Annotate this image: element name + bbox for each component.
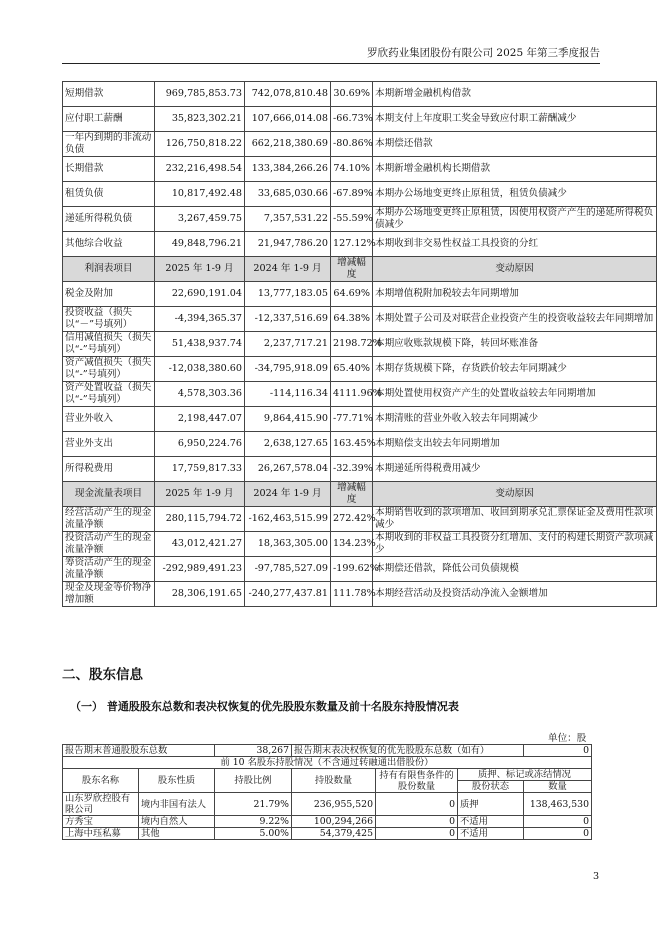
prior-value-cell: 133,384,266.26 xyxy=(245,157,331,182)
unit-label: 单位：股 xyxy=(548,733,587,744)
profit-row xyxy=(63,307,657,332)
change-reason-cell: 本期支付上年度职工奖金导致应付职工薪酬减少 xyxy=(373,107,657,132)
change-reason-cell: 本期偿还借款，降低公司负债规模 xyxy=(373,557,657,582)
current-value-cell: -12,038,380.60 xyxy=(155,357,245,382)
item-name-cell: 投资收益（损失以“－”号填列） xyxy=(63,307,155,332)
prior-value-cell: 2,237,717.21 xyxy=(245,332,331,357)
profit-header-row xyxy=(63,257,657,282)
balance-row xyxy=(63,157,657,182)
restricted-qty-cell: 0 xyxy=(376,828,458,840)
change-reason-cell: 本期偿还借款 xyxy=(373,132,657,157)
prior-value-cell: 2,638,127.65 xyxy=(245,432,331,457)
change-rate-cell: -66.73% xyxy=(331,107,373,132)
prior-value-cell: -114,116.34 xyxy=(245,382,331,407)
item-name-cell: 筹资活动产生的现金流量净额 xyxy=(63,557,155,582)
current-value-cell: 28,306,191.65 xyxy=(155,582,245,607)
page-number: 3 xyxy=(593,871,600,882)
change-reason-cell: 本期应收账款规模下降，转回坏账准备 xyxy=(373,332,657,357)
prior-value-cell: 9,864,415.90 xyxy=(245,407,331,432)
balance-row xyxy=(63,82,657,107)
prior-value-cell: -34,795,918.09 xyxy=(245,357,331,382)
prior-value-cell: 742,078,810.48 xyxy=(245,82,331,107)
pledge-count-cell: 0 xyxy=(524,816,592,828)
col-header-name: 股东名称 xyxy=(63,769,139,793)
change-rate-cell: 64.38% xyxy=(331,307,373,332)
change-rate-cell: -55.59% xyxy=(331,207,373,232)
shareholder-nature-cell: 境内自然人 xyxy=(139,816,215,828)
change-rate-cell: -199.62% xyxy=(331,557,373,582)
item-name-cell: 营业外收入 xyxy=(63,407,155,432)
report-header-title: 罗欣药业集团股份有限公司 2025 年第三季度报告 xyxy=(367,47,600,59)
header-reason-cell: 变动原因 xyxy=(373,482,657,507)
prior-value-cell: 107,666,014.08 xyxy=(245,107,331,132)
balance-row xyxy=(63,207,657,232)
profit-row xyxy=(63,457,657,482)
change-rate-cell: 2198.72% xyxy=(331,332,373,357)
current-value-cell: 49,848,796.21 xyxy=(155,232,245,257)
current-value-cell: 2,198,447.07 xyxy=(155,407,245,432)
change-rate-cell: -77.71% xyxy=(331,407,373,432)
shareholder-row xyxy=(63,793,592,816)
current-value-cell: 6,950,224.76 xyxy=(155,432,245,457)
preferred-shareholders-value: 0 xyxy=(524,745,592,757)
shareholder-row xyxy=(63,816,592,828)
shareholder-row xyxy=(63,828,592,840)
prior-value-cell: 26,267,578.04 xyxy=(245,457,331,482)
shareholding-qty-cell: 236,955,520 xyxy=(292,793,376,816)
col-header-pledge: 质押、标记或冻结情况 xyxy=(458,769,592,781)
item-name-cell: 经营活动产生的现金流量净额 xyxy=(63,507,155,532)
balance-row xyxy=(63,182,657,207)
shareholder-table xyxy=(62,744,592,840)
item-name-cell: 税金及附加 xyxy=(63,282,155,307)
change-rate-cell: 64.69% xyxy=(331,282,373,307)
change-reason-cell: 本期赔偿支出较去年同期增加 xyxy=(373,432,657,457)
preferred-shareholders-label: 报告期末表决权恢复的优先股股东总数（如有） xyxy=(292,745,524,757)
cash-row xyxy=(63,532,657,557)
header-divider xyxy=(62,63,600,64)
change-rate-cell: -32.39% xyxy=(331,457,373,482)
item-name-cell: 资产处置收益（损失以“-”号填列） xyxy=(63,382,155,407)
change-rate-cell: 65.40% xyxy=(331,357,373,382)
header-change-cell: 增减幅度 xyxy=(331,482,373,507)
current-value-cell: 126,750,818.22 xyxy=(155,132,245,157)
header-item-cell: 利润表项目 xyxy=(63,257,155,282)
item-name-cell: 租赁负债 xyxy=(63,182,155,207)
item-name-cell: 营业外支出 xyxy=(63,432,155,457)
prior-value-cell: 13,777,183.05 xyxy=(245,282,331,307)
change-rate-cell: 30.69% xyxy=(331,82,373,107)
prior-value-cell: 21,947,786.20 xyxy=(245,232,331,257)
change-reason-cell: 本期收到非交易性权益工具投资的分红 xyxy=(373,232,657,257)
header-prior-cell: 2024 年 1-9 月 xyxy=(245,257,331,282)
change-reason-cell: 本期销售收到的款项增加、收回到期承兑汇票保证金及费用性款项减少 xyxy=(373,507,657,532)
change-reason-cell: 本期办公场地变更终止原租赁，租赁负债减少 xyxy=(373,182,657,207)
header-reason-cell: 变动原因 xyxy=(373,257,657,282)
change-rate-cell: 4111.96% xyxy=(331,382,373,407)
item-name-cell: 信用减值损失（损失以“-”号填列） xyxy=(63,332,155,357)
current-value-cell: 969,785,853.73 xyxy=(155,82,245,107)
prior-value-cell: -240,277,437.81 xyxy=(245,582,331,607)
item-name-cell: 短期借款 xyxy=(63,82,155,107)
current-value-cell: 22,690,191.04 xyxy=(155,282,245,307)
change-rate-cell: 111.78% xyxy=(331,582,373,607)
col-header-status: 股份状态 xyxy=(458,781,524,793)
header-change-cell: 增减幅度 xyxy=(331,257,373,282)
cash-row xyxy=(63,557,657,582)
change-rate-cell: 272.42% xyxy=(331,507,373,532)
change-reason-cell: 本期增值税附加税较去年同期增加 xyxy=(373,282,657,307)
header-prior-cell: 2024 年 1-9 月 xyxy=(245,482,331,507)
current-value-cell: 280,115,794.72 xyxy=(155,507,245,532)
profit-row xyxy=(63,357,657,382)
header-current-cell: 2025 年 1-9 月 xyxy=(155,257,245,282)
current-value-cell: 35,823,302.21 xyxy=(155,107,245,132)
change-reason-cell: 本期清账的营业外收入较去年同期减少 xyxy=(373,407,657,432)
header-item-cell: 现金流量表项目 xyxy=(63,482,155,507)
current-value-cell: 17,759,817.33 xyxy=(155,457,245,482)
shareholding-ratio-cell: 9.22% xyxy=(215,816,292,828)
change-reason-cell: 本期新增金融机构长期借款 xyxy=(373,157,657,182)
current-value-cell: -292,989,491.23 xyxy=(155,557,245,582)
change-rate-cell: 134.23% xyxy=(331,532,373,557)
prior-value-cell: -162,463,515.99 xyxy=(245,507,331,532)
cash-header-row xyxy=(63,482,657,507)
item-name-cell: 应付职工薪酬 xyxy=(63,107,155,132)
change-rate-cell: 163.45% xyxy=(331,432,373,457)
change-reason-cell: 本期存货规模下降，存货跌价较去年同期减少 xyxy=(373,357,657,382)
col-header-qty: 持股数量 xyxy=(292,769,376,793)
current-value-cell: 232,216,498.54 xyxy=(155,157,245,182)
item-name-cell: 其他综合收益 xyxy=(63,232,155,257)
change-rate-cell: -67.89% xyxy=(331,182,373,207)
top10-title: 前 10 名股东持股情况（不含通过转融通出借股份） xyxy=(63,757,592,769)
item-name-cell: 长期借款 xyxy=(63,157,155,182)
change-reason-cell: 本期办公场地变更终止原租赁，因使用权资产产生的递延所得税负债减少 xyxy=(373,207,657,232)
total-shareholders-label: 报告期末普通股股东总数 xyxy=(63,745,215,757)
section-title: 二、股东信息 xyxy=(62,667,143,683)
item-name-cell: 递延所得税负债 xyxy=(63,207,155,232)
prior-value-cell: 33,685,030.66 xyxy=(245,182,331,207)
pledge-count-cell: 0 xyxy=(524,828,592,840)
profit-row xyxy=(63,282,657,307)
shareholding-qty-cell: 100,294,266 xyxy=(292,816,376,828)
change-reason-cell: 本期新增金融机构借款 xyxy=(373,82,657,107)
col-header-nature: 股东性质 xyxy=(139,769,215,793)
change-reason-cell: 本期处置子公司及对联营企业投资产生的投资收益较去年同期增加 xyxy=(373,307,657,332)
restricted-qty-cell: 0 xyxy=(376,816,458,828)
restricted-qty-cell: 0 xyxy=(376,793,458,816)
item-name-cell: 投资活动产生的现金流量净额 xyxy=(63,532,155,557)
current-value-cell: -4,394,365.37 xyxy=(155,307,245,332)
total-shareholders-value: 38,267 xyxy=(215,745,292,757)
change-reason-cell: 本期经营活动及投资活动净流入金额增加 xyxy=(373,582,657,607)
col-header-ratio: 持股比例 xyxy=(215,769,292,793)
change-analysis-table xyxy=(62,81,657,607)
prior-value-cell: 18,363,305.00 xyxy=(245,532,331,557)
current-value-cell: 51,438,937.74 xyxy=(155,332,245,357)
subsection-title: （一） 普通股股东总数和表决权恢复的优先股股东数量及前十名股东持股情况表 xyxy=(70,700,459,713)
shareholder-nature-cell: 境内非国有法人 xyxy=(139,793,215,816)
change-reason-cell: 本期递延所得税费用减少 xyxy=(373,457,657,482)
current-value-cell: 3,267,459.75 xyxy=(155,207,245,232)
shareholding-ratio-cell: 5.00% xyxy=(215,828,292,840)
item-name-cell: 所得税费用 xyxy=(63,457,155,482)
change-rate-cell: -80.86% xyxy=(331,132,373,157)
shareholding-ratio-cell: 21.79% xyxy=(215,793,292,816)
profit-row xyxy=(63,382,657,407)
shareholder-name-cell: 山东罗欣控股有限公司 xyxy=(63,793,139,816)
balance-row xyxy=(63,232,657,257)
change-rate-cell: 127.12% xyxy=(331,232,373,257)
current-value-cell: 10,817,492.48 xyxy=(155,182,245,207)
col-header-count: 数量 xyxy=(524,781,592,793)
header-current-cell: 2025 年 1-9 月 xyxy=(155,482,245,507)
share-status-cell: 不适用 xyxy=(458,828,524,840)
item-name-cell: 现金及现金等价物净增加额 xyxy=(63,582,155,607)
col-header-restricted: 持有有限售条件的股份数量 xyxy=(376,769,458,793)
cash-row xyxy=(63,507,657,532)
profit-row xyxy=(63,432,657,457)
change-reason-cell: 本期收到的非权益工具投资分红增加、支付的构建长期资产款项减少 xyxy=(373,532,657,557)
prior-value-cell: 7,357,531.22 xyxy=(245,207,331,232)
change-reason-cell: 本期处置使用权资产产生的处置收益较去年同期增加 xyxy=(373,382,657,407)
share-status-cell: 不适用 xyxy=(458,816,524,828)
prior-value-cell: 662,218,380.69 xyxy=(245,132,331,157)
balance-row xyxy=(63,132,657,157)
shareholder-nature-cell: 其他 xyxy=(139,828,215,840)
profit-row xyxy=(63,407,657,432)
shareholding-qty-cell: 54,379,425 xyxy=(292,828,376,840)
cash-row xyxy=(63,582,657,607)
current-value-cell: 4,578,303.36 xyxy=(155,382,245,407)
current-value-cell: 43,012,421.27 xyxy=(155,532,245,557)
balance-row xyxy=(63,107,657,132)
change-rate-cell: 74.10% xyxy=(331,157,373,182)
item-name-cell: 资产减值损失（损失以“-”号填列） xyxy=(63,357,155,382)
pledge-count-cell: 138,463,530 xyxy=(524,793,592,816)
prior-value-cell: -97,785,527.09 xyxy=(245,557,331,582)
shareholder-name-cell: 方秀宝 xyxy=(63,816,139,828)
prior-value-cell: -12,337,516.69 xyxy=(245,307,331,332)
shareholder-name-cell: 上海中珏私募 xyxy=(63,828,139,840)
item-name-cell: 一年内到期的非流动负债 xyxy=(63,132,155,157)
share-status-cell: 质押 xyxy=(458,793,524,816)
profit-row xyxy=(63,332,657,357)
